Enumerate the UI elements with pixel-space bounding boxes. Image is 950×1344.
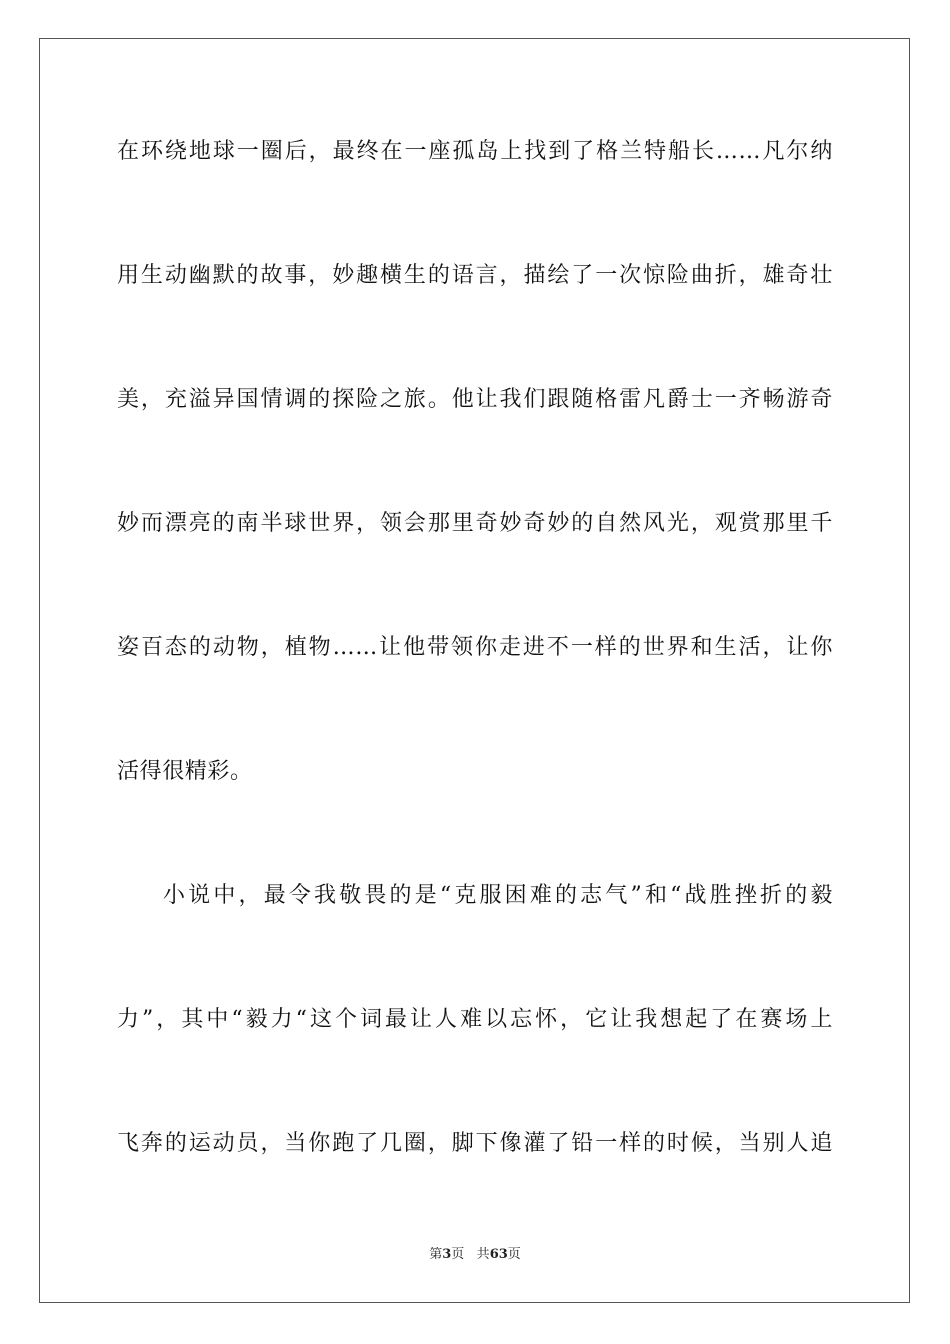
body-line-1: 在环绕地球一圈后，最终在一座孤岛上找到了格兰特船长……凡尔纳 [117,139,833,164]
body-line-9: 飞奔的运动员，当你跑了几圈，脚下像灌了铅一样的时候，当别人追 [117,1131,833,1156]
page-border [39,38,910,1303]
total-prefix: 共 [476,1247,490,1262]
body-line-6: 活得很精彩。 [117,759,253,784]
total-pages: 63 [489,1247,508,1262]
body-line-7: 小说中，最令我敬畏的是“克服困难的志气”和“战胜挫折的毅 [163,883,833,908]
body-line-2: 用生动幽默的故事，妙趣横生的语言，描绘了一次惊险曲折，雄奇壮 [117,263,833,288]
page-prefix: 第 [429,1247,443,1262]
body-line-8: 力”，其中“毅力“这个词最让人难以忘怀，它让我想起了在赛场上 [117,1007,833,1032]
page-number: 3 [442,1247,452,1262]
page-footer [0,1247,950,1263]
total-suffix: 页 [507,1247,521,1262]
body-line-3: 美，充溢异国情调的探险之旅。他让我们跟随格雷凡爵士一齐畅游奇 [117,387,833,412]
page-suffix: 页 [451,1247,465,1262]
body-line-5: 姿百态的动物，植物……让他带领你走进不一样的世界和生活，让你 [117,635,833,660]
body-line-4: 妙而漂亮的南半球世界，领会那里奇妙奇妙的自然风光，观赏那里千 [117,511,833,536]
